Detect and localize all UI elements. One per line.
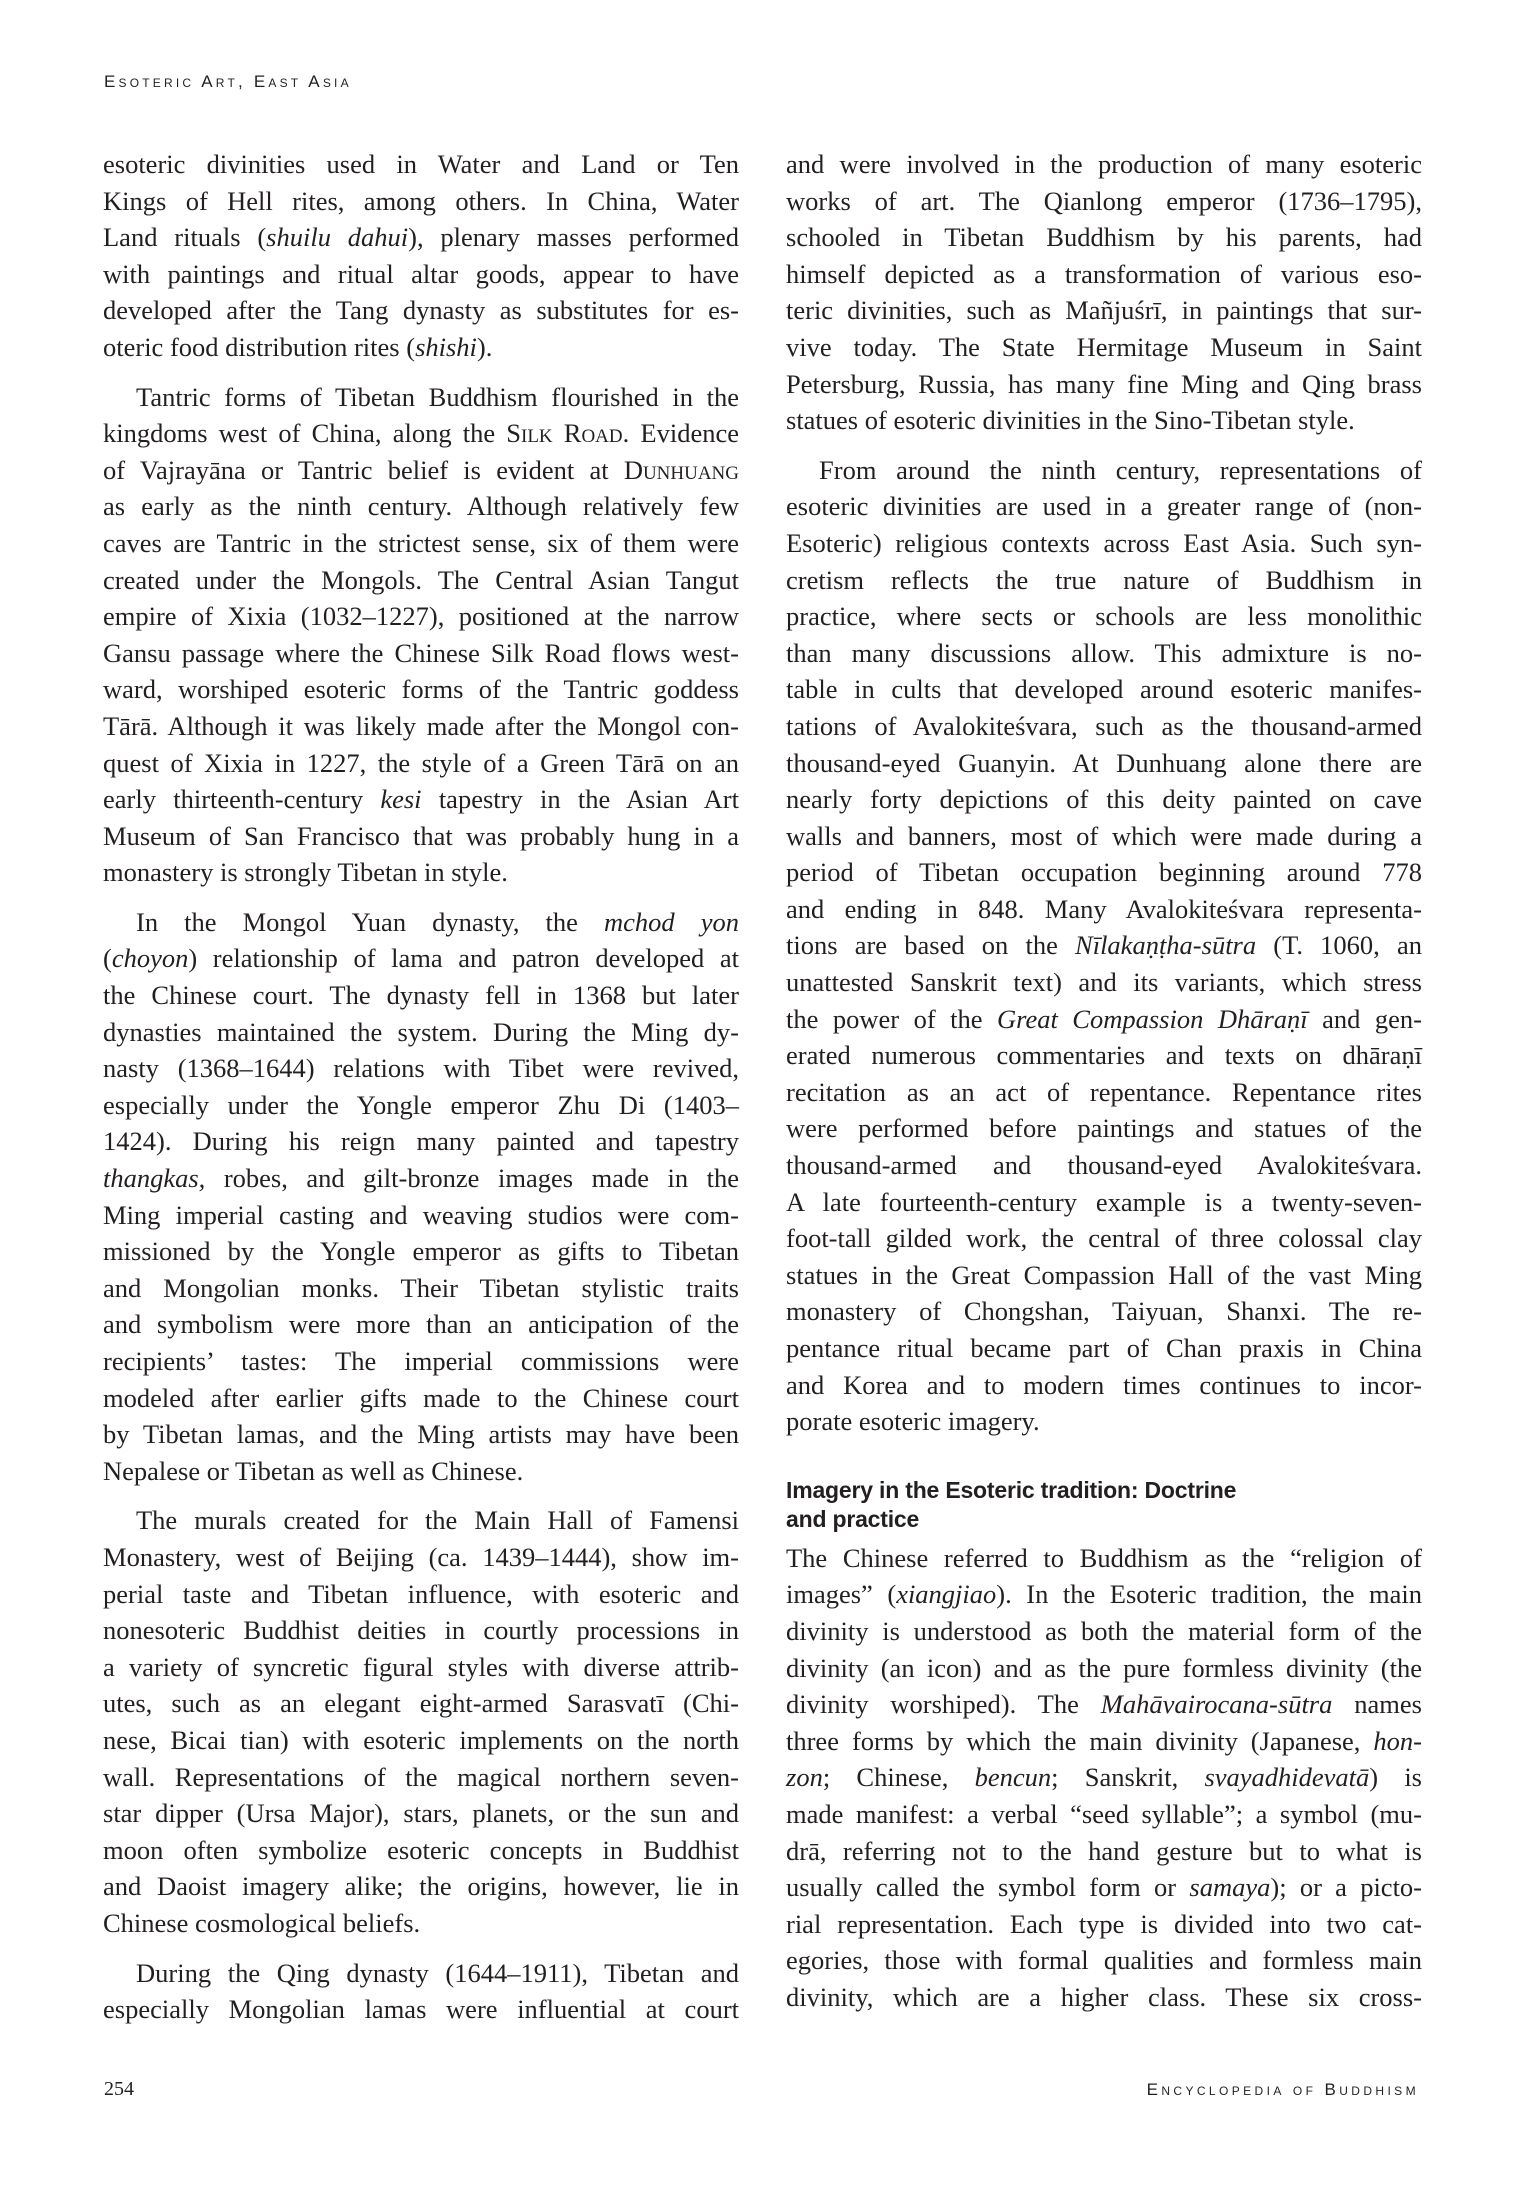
text-line: recipients’ tastes: The imperial commissions were	[103, 1346, 739, 1376]
text-line: and symbolism were more than an anticipation of the	[103, 1309, 739, 1340]
text-line: In the Mongol Yuan dynasty, the mchod yon	[136, 906, 739, 937]
text-line: divinity is understood as both the material form of the	[786, 1615, 1422, 1646]
text-line: During the Qing dynasty (1644–1911), Tibetan and	[136, 1957, 739, 1988]
section-body	[786, 1540, 1422, 2016]
text-line: monastery is strongly Tibetan in style.	[103, 857, 508, 888]
text-line: early thirteenth-century kesi tapestry in the Asian Art	[103, 784, 739, 815]
text-line: table in cults that developed around esoteric manifes-	[786, 674, 1422, 705]
text-line: usually called the symbol form or samaya); or a picto-	[786, 1872, 1423, 1903]
text-line: especially Mongolian lamas were influential at court	[103, 1994, 739, 2025]
text-line: monastery of Chongshan, Taiyuan, Shanxi. The re-	[786, 1296, 1422, 1327]
text-line: empire of Xixia (1032–1227), positioned at the narrow	[103, 601, 739, 632]
text-line: the power of the Great Compassion Dhāraṇī and gen-	[786, 1003, 1422, 1034]
text-line: unattested Sanskrit text) and its variants, which stress	[786, 967, 1422, 998]
text-line: cretism reflects the true nature of Buddhism in	[786, 564, 1422, 595]
text-line: nearly forty depictions of this deity painted on cave	[786, 784, 1422, 815]
text-line: than many discussions allow. This admixture is no-	[786, 637, 1422, 668]
text-line: quest of Xixia in 1227, the style of a Green Tārā on an	[103, 747, 739, 778]
right-column	[786, 146, 1422, 2029]
text-line: kingdoms west of China, along the Silk Road. Evidence	[103, 418, 739, 449]
text-line: made manifest: a verbal “seed syllable”; a symbol (mu-	[786, 1798, 1422, 1829]
text-line: oteric food distribution rites (shishi).	[103, 331, 493, 362]
text-line: with paintings and ritual altar goods, appear to have	[103, 258, 739, 289]
running-head: Esoteric Art, East Asia	[104, 72, 352, 91]
text-line: Petersburg, Russia, has many fine Ming and Qing brass	[786, 368, 1422, 399]
text-line: Land rituals (shuilu dahui), plenary masses performed	[103, 222, 739, 253]
text-line: Chinese cosmological beliefs.	[103, 1907, 421, 1938]
text-line: moon often symbolize esoteric concepts in Buddhist	[103, 1834, 739, 1865]
text-line: practice, where sects or schools are less monolithic	[786, 601, 1422, 632]
text-line: by Tibetan lamas, and the Ming artists may have been	[103, 1419, 739, 1450]
text-line: From around the ninth century, representations of	[819, 454, 1422, 485]
text-line: nonesoteric Buddhist deities in courtly processions in	[103, 1615, 739, 1646]
text-line: (choyon) relationship of lama and patron developed at	[103, 943, 739, 974]
text-line: ward, worshiped esoteric forms of the Tantric goddess	[103, 674, 739, 705]
text-line: pentance ritual became part of Chan praxis in China	[786, 1333, 1422, 1363]
text-line: erated numerous commentaries and texts on dhāraṇī	[786, 1040, 1422, 1071]
text-line: three forms by which the main divinity (Japanese, hon-	[786, 1725, 1422, 1756]
left-column	[103, 146, 739, 2041]
paragraph	[103, 146, 739, 366]
text-line: Nepalese or Tibetan as well as Chinese.	[103, 1455, 524, 1486]
right-column-body	[786, 146, 1422, 1440]
text-line: A late fourteenth-century example is a twenty-seven-	[786, 1186, 1422, 1217]
section-heading-line: Imagery in the Esoteric tradition: Doctrine	[786, 1476, 1237, 1503]
paragraph	[786, 146, 1422, 439]
section-heading	[786, 1476, 1422, 1534]
text-line: and Korea and to modern times continues to incor-	[786, 1369, 1422, 1400]
text-line: and Daoist imagery alike; the origins, however, lie in	[103, 1871, 739, 1902]
text-line: thousand-eyed Guanyin. At Dunhuang alone there are	[786, 747, 1422, 778]
text-line: Gansu passage where the Chinese Silk Road flows west-	[103, 637, 739, 668]
text-line: tions are based on the Nīlakaṇṭha-sūtra (T. 1060, an	[786, 930, 1422, 961]
text-line: and Mongolian monks. Their Tibetan stylistic traits	[103, 1272, 739, 1303]
text-line: foot-tall gilded work, the central of three colossal clay	[786, 1223, 1422, 1254]
text-line: esoteric divinities are used in a greater range of (non-	[786, 491, 1422, 522]
text-line: the Chinese court. The dynasty fell in 1368 but later	[103, 980, 739, 1011]
text-line: a variety of syncretic figural styles with diverse attrib-	[103, 1651, 739, 1682]
text-line: schooled in Tibetan Buddhism by his parents, had	[786, 222, 1422, 253]
paragraph	[786, 452, 1422, 1440]
text-line: The murals created for the Main Hall of Famensi	[136, 1505, 739, 1536]
text-line: wall. Representations of the magical northern seven-	[103, 1761, 739, 1792]
text-line: rial representation. Each type is divided into two cat-	[786, 1908, 1422, 1939]
text-line: especially under the Yongle emperor Zhu Di (1403–	[103, 1089, 739, 1120]
text-line: vive today. The State Hermitage Museum in Saint	[786, 331, 1422, 362]
text-line: thousand-armed and thousand-eyed Avalokiteśvara.	[786, 1150, 1422, 1181]
text-line: recitation as an act of repentance. Repentance rites	[786, 1076, 1422, 1107]
text-line: divinity, which are a higher class. These six cross-	[786, 1981, 1422, 2012]
text-line: Kings of Hell rites, among others. In China, Water	[103, 185, 739, 216]
text-line: Esoteric) religious contexts across East Asia. Such syn-	[786, 527, 1422, 558]
text-line: Monastery, west of Beijing (ca. 1439–1444), show im-	[103, 1541, 739, 1572]
paragraph	[103, 904, 739, 1490]
paragraph	[103, 1502, 739, 1941]
text-line: dynasties maintained the system. During the Ming dy-	[103, 1016, 739, 1047]
text-line: Tārā. Although it was likely made after the Mongol con-	[103, 710, 739, 741]
text-line: tations of Avalokiteśvara, such as the thousand-armed	[786, 710, 1422, 741]
text-line: missioned by the Yongle emperor as gifts to Tibetan	[103, 1236, 739, 1267]
text-line: images” (xiangjiao). In the Esoteric tradition, the main	[786, 1579, 1422, 1610]
paragraph	[103, 379, 739, 891]
text-line: divinity worshiped). The Mahāvairocana-sūtra names	[786, 1689, 1422, 1720]
book-title: Encyclopedia of Buddhism	[1146, 2080, 1419, 2099]
text-line: porate esoteric imagery.	[786, 1406, 1040, 1437]
paragraph	[786, 1540, 1422, 2016]
text-line: 1424). During his reign many painted and tapestry	[103, 1126, 739, 1157]
text-line: perial taste and Tibetan influence, with esoteric and	[103, 1578, 739, 1609]
text-line: works of art. The Qianlong emperor (1736–1795),	[786, 185, 1422, 216]
page-number: 254	[104, 2078, 134, 2100]
text-line: as early as the ninth century. Although relatively few	[103, 491, 739, 522]
text-line: utes, such as an elegant eight-armed Sarasvatī (Chi-	[103, 1688, 739, 1719]
text-line: statues in the Great Compassion Hall of the vast Ming	[786, 1259, 1422, 1290]
text-line: Tantric forms of Tibetan Buddhism flourished in the	[136, 381, 739, 412]
text-line: period of Tibetan occupation beginning around 778	[786, 857, 1422, 888]
text-line: The Chinese referred to Buddhism as the “religion of	[786, 1542, 1422, 1573]
section-heading-line: and practice	[786, 1505, 920, 1532]
text-line: thangkas, robes, and gilt-bronze images made in the	[103, 1163, 739, 1194]
text-line: walls and banners, most of which were made during a	[786, 820, 1422, 851]
text-line: of Vajrayāna or Tantric belief is evident at Dunhuang	[103, 454, 739, 485]
text-line: zon; Chinese, bencun; Sanskrit, svayadhidevatā) is	[786, 1762, 1422, 1793]
text-line: caves are Tantric in the strictest sense, six of them were	[103, 527, 739, 558]
paragraph	[103, 1955, 739, 2028]
text-line: and ending in 848. Many Avalokiteśvara representa-	[786, 893, 1422, 924]
text-line: modeled after earlier gifts made to the Chinese court	[103, 1382, 739, 1413]
text-line: nasty (1368–1644) relations with Tibet were revived,	[103, 1053, 739, 1084]
text-line: teric divinities, such as Mañjuśrī, in paintings that sur-	[786, 295, 1422, 326]
text-line: Ming imperial casting and weaving studios were com-	[103, 1199, 739, 1230]
text-line: were performed before paintings and statues of the	[786, 1113, 1422, 1144]
text-line: esoteric divinities used in Water and Land or Ten	[103, 149, 739, 179]
text-line: developed after the Tang dynasty as substitutes for es-	[103, 295, 739, 326]
text-line: egories, those with formal qualities and formless main	[786, 1945, 1422, 1976]
text-line: and were involved in the production of many esoteric	[786, 149, 1422, 179]
text-line: star dipper (Ursa Major), stars, planets, or the sun and	[103, 1798, 739, 1829]
text-line: nese, Bicai tian) with esoteric implements on the north	[103, 1724, 739, 1755]
text-line: statues of esoteric divinities in the Sino-Tibetan style.	[786, 405, 1355, 436]
text-line: drā, referring not to the hand gesture but to what is	[786, 1835, 1422, 1866]
text-line: divinity (an icon) and as the pure formless divinity (the	[786, 1652, 1422, 1683]
text-line: himself depicted as a transformation of various eso-	[786, 258, 1422, 289]
text-line: Museum of San Francisco that was probably hung in a	[103, 820, 739, 851]
text-line: created under the Mongols. The Central Asian Tangut	[103, 564, 739, 595]
